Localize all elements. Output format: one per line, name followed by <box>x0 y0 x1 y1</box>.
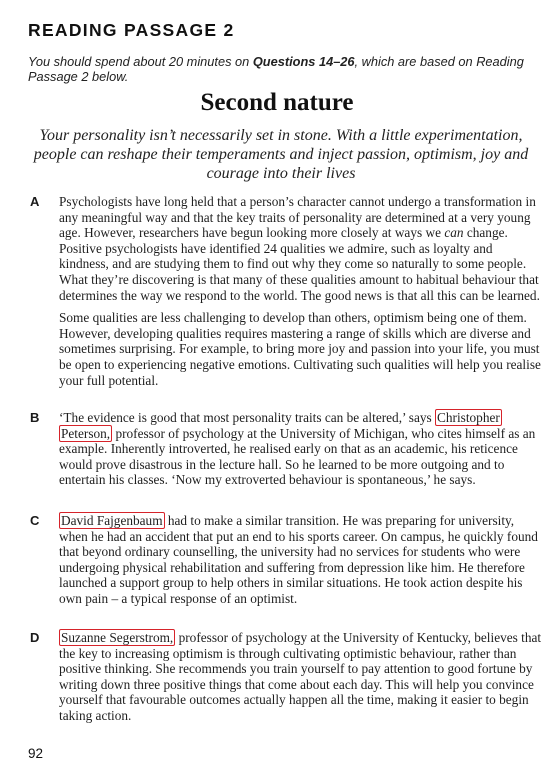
page-number: 92 <box>28 746 44 761</box>
passage-heading: READING PASSAGE 2 <box>28 20 235 40</box>
section-a-text-1: Psychologists have long held that a person’s character cannot undergo a transformation in any meaningful way and that the key traits of personality are determined at a very young age. However, researchers have begun looking more closely at ways we <box>59 194 536 241</box>
section-letter-c: C <box>30 513 40 528</box>
section-d-text: professor of psychology at the University of Kentucky, believes that the key to increasing optimism is through cultivating optimistic behaviour, rather than positive thinking. She recommends you train yourself to pay attention to good fortune by writing down three positive things that come about each day. This will help you convince yourself that favourable outcomes actually happen all the time, making it easier to begin taking action. <box>59 630 542 723</box>
section-a-emphasis: can <box>444 225 464 241</box>
section-a-text-2: change. Positive psychologists have identified 24 qualities we admire, such as loyalty and kindness, and are studying them to find out why they come so naturally to some people. What they’re discovering is that many of these qualities amount to habitual behaviour that determines the way we respond to the world. The good news is that all this can be learned. <box>59 225 540 303</box>
highlighted-name-christopher: Christopher <box>437 410 500 425</box>
section-letter-b: B <box>30 410 40 425</box>
section-a-paragraph-2: Some qualities are less challenging to develop than others, optimism being one of them. However, developing qualities requires mastering a range of skills which are diverse and sometimes surprising. For example, to bring more joy and passion into your life, you must be open to experiencing negative emotions. Cultivating such qualities will help you realise your full potential. <box>59 310 541 388</box>
section-b-paragraph <box>59 410 544 488</box>
section-d <box>30 630 544 724</box>
section-a <box>30 194 544 388</box>
section-d-paragraph <box>59 630 544 724</box>
highlighted-name-fajgenbaum: David Fajgenbaum <box>61 513 163 528</box>
highlighted-name-peterson: Peterson, <box>61 425 111 441</box>
section-c-text: had to make a similar transition. He was preparing for university, when he had an accident that put an end to his sports career. On campus, he quickly found that beyond ordinary counselling, the university had no services for students who were undergoing physical rehabilitation and suffering from depression like him. He therefore launched a support group to help others in similar situations. He took action despite his own pain – a typical response of an optimist. <box>59 513 538 606</box>
section-c-paragraph <box>59 513 544 607</box>
article-subtitle: Your personality isn’t necessarily set in stone. With a little experimentation, people can reshape their temperaments and inject passion, optimism, joy and courage into their lives <box>33 127 529 182</box>
section-b-text-1: ‘The evidence is good that most personality traits can be altered,’ says <box>59 410 436 425</box>
instructions-questions: Questions 14–26 <box>252 54 355 69</box>
section-letter-d: D <box>30 630 40 645</box>
article-title: Second nature <box>200 89 354 116</box>
section-a-paragraph-1 <box>59 194 544 303</box>
section-b-text-2: professor of psychology at the University of Michigan, who cites himself as an example. Inherently introverted, he realised early on that as an academic, his reticence would prove disastrous in the lecture hall. So he learned to be more outgoing and to entertain his classes. ‘Now my extroverted behaviour is spontaneous,’ he says. <box>59 425 536 488</box>
instructions-after: , which are based on Reading Passage 2 below. <box>28 54 524 84</box>
section-c <box>30 513 544 607</box>
instructions <box>28 54 538 84</box>
highlighted-name-segerstrom: Suzanne Segerstrom, <box>61 630 174 645</box>
instructions-before: You should spend about 20 minutes on <box>28 54 253 69</box>
section-b <box>30 410 544 488</box>
section-letter-a: A <box>30 194 40 209</box>
